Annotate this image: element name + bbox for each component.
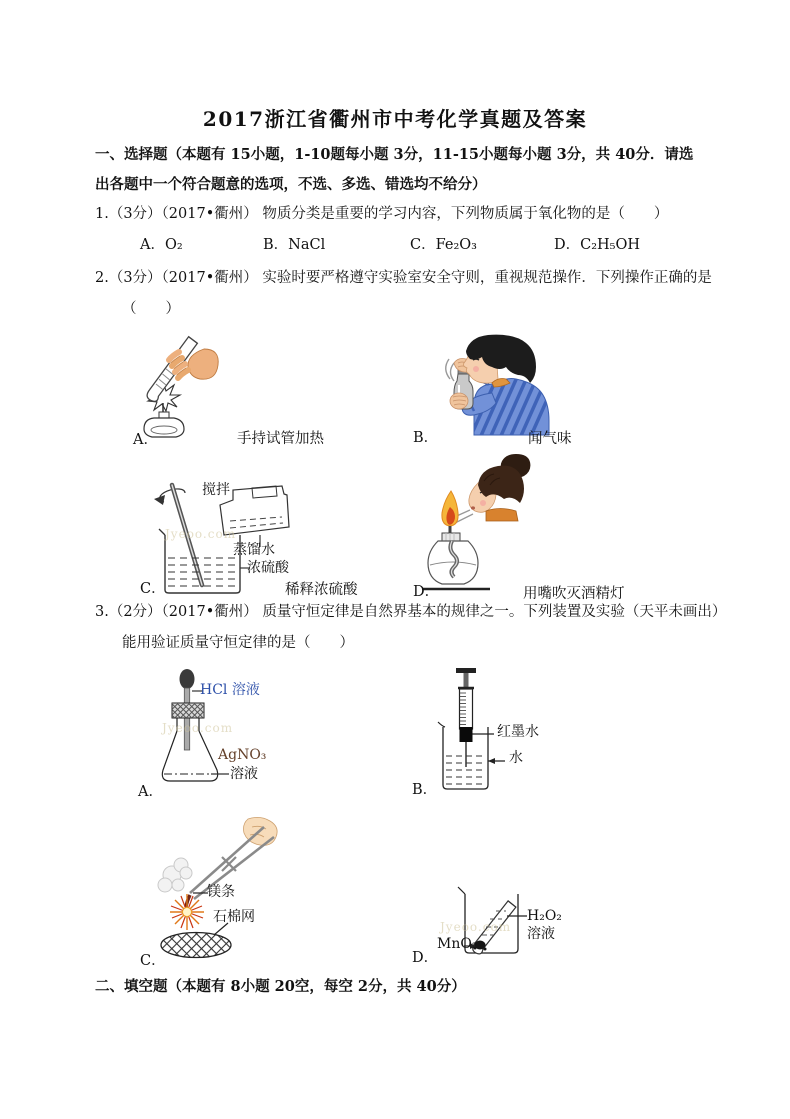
boy-smelling-gas-illustration (440, 333, 550, 438)
water-label: 水 (509, 750, 523, 766)
mno2-label: MnO₂ (437, 936, 478, 952)
hcl-solution-label: HCl 溶液 (200, 682, 260, 698)
asbestos-mesh-label: 石棉网 (213, 909, 255, 925)
watermark-text: Jyeoo.com (440, 920, 512, 934)
q1-option-c: C．Fe₂O₃ (410, 237, 477, 253)
q3-option-b-figure (405, 663, 635, 798)
q2-option-c-caption: 稀释浓硫酸 (285, 582, 358, 598)
solution-label: 溶液 (527, 926, 555, 942)
section-two-heading: 二、填空题（本题有 8小题 20空，每空 2分，共 40分） (95, 978, 466, 995)
q2-option-c-letter: C． (140, 581, 166, 597)
q1-option-d: D．C₂H₅OH (554, 237, 641, 253)
q3-option-a-letter: A． (138, 784, 163, 800)
q2-option-b-caption: 闻气味 (528, 431, 572, 447)
q2-option-d-caption: 用嘴吹灭酒精灯 (523, 586, 625, 602)
q2-option-a-caption: 手持试管加热 (237, 431, 324, 447)
q3-option-c-figure (130, 810, 400, 968)
q3-option-b-letter: B． (412, 782, 438, 798)
section-one-heading: 一、选择题（本题有 15小题，1-10题每小题 3分，11-15小题每小题 3分，共 40分．请选出各题中一个符合题意的选项，不选、多选、错选均不给分） (95, 146, 694, 193)
conc-sulfuric-acid-label: 浓硫酸 (247, 560, 289, 576)
watermark-text: Jyeoo.com (162, 721, 234, 735)
q3-option-a-figure (130, 663, 340, 798)
red-ink-label: 红墨水 (497, 724, 539, 740)
q2-option-a-figure (125, 333, 335, 448)
q1-option-a: A．O₂ (140, 237, 183, 253)
magnesium-strip-label: 镁条 (207, 884, 235, 900)
question-3-text: 3.（2分）（2017•衢州） 质量守恒定律是自然界基本的规律之一。下列装置及实验（天平未画出）能用验证质量守恒定律的是（ ） (95, 604, 720, 651)
q2-option-b-letter: B． (413, 430, 439, 446)
solution-label: 溶液 (230, 766, 258, 782)
question-1-text: 1.（3分）（2017•衢州） 物质分类是重要的学习内容，下列物质属于氧化物的是（ ） (95, 206, 669, 222)
blowing-out-lamp-illustration (420, 453, 555, 598)
q3-option-d-letter: D． (412, 950, 439, 966)
stir-label: 搅拌 (202, 482, 230, 498)
q2-option-d-letter: D． (413, 584, 440, 600)
q3-option-d-figure (400, 858, 645, 966)
agno3-label: AgNO₃ (218, 747, 267, 763)
page-title: 2017浙江省衢州市中考化学真题及答案 (202, 107, 588, 131)
q2-option-d-figure (405, 450, 665, 600)
hand-heating-test-tube-illustration (130, 333, 230, 443)
q2-option-c-figure (125, 455, 405, 600)
q2-option-b-figure (405, 333, 640, 445)
q1-option-b: B．NaCl (263, 237, 326, 253)
q2-option-a-letter: A． (133, 432, 158, 448)
q3-option-c-letter: C． (140, 953, 166, 969)
question-2-text: 2.（3分）（2017•衢州） 实验时要严格遵守实验室安全守则，重视规范操作．下列操作正确的是（ ） (95, 270, 712, 317)
distilled-water-label: 蒸馏水 (233, 542, 275, 558)
watermark-text: Jyeoo.com (165, 527, 237, 541)
h2o2-label: H₂O₂ (527, 908, 562, 924)
